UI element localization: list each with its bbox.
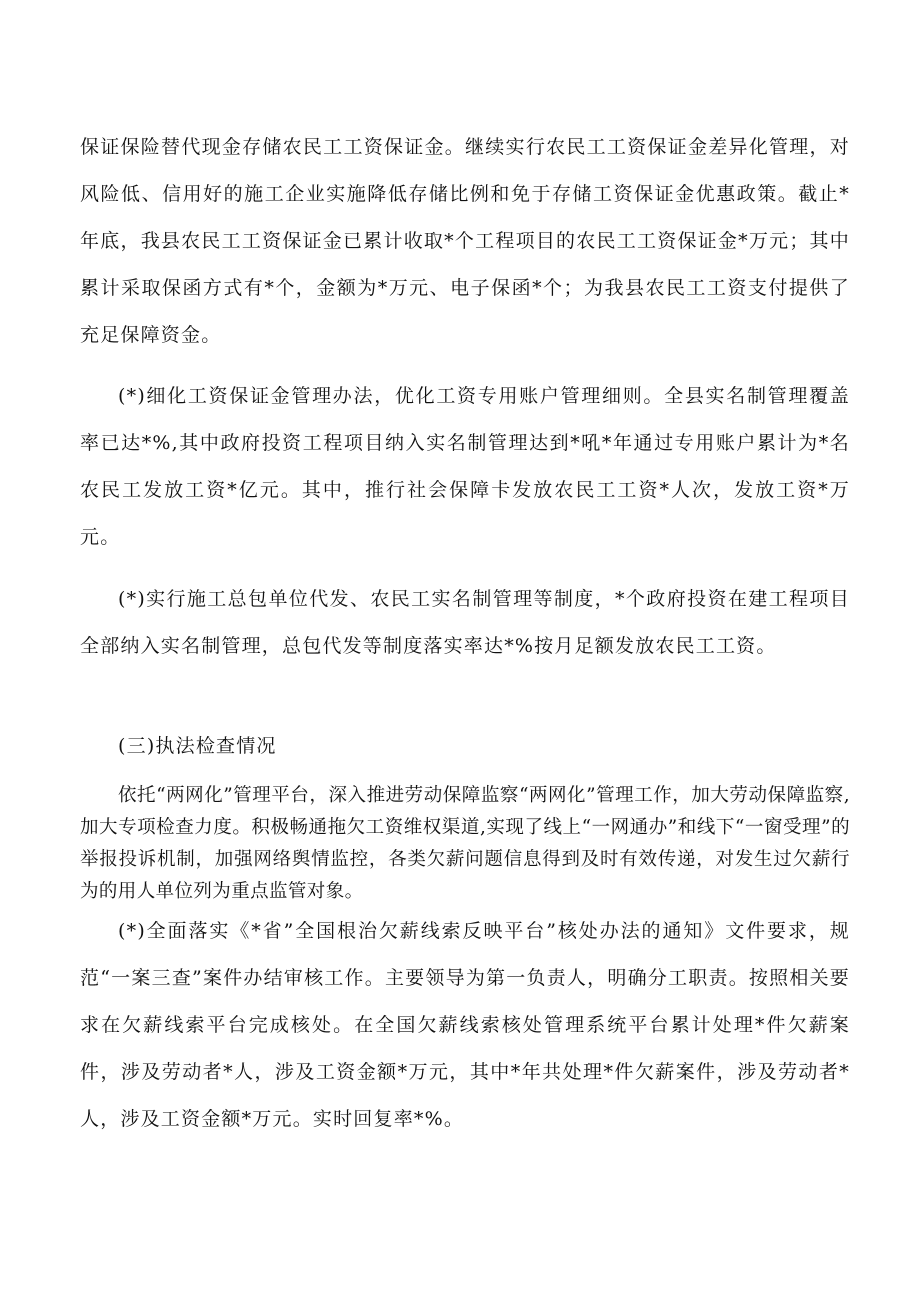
paragraph-general-contractor: (*)实行施工总包单位代发、农民工实名制管理等制度，*个政府投资在建工程项目全部纳入实名制管理，总包代发等制度落实率达*%按月足额发放农民工工资。 (80, 588, 850, 657)
paragraph-wage-management: (*)细化工资保证金管理办法，优化工资专用账户管理细则。全县实名制管理覆盖率已达*%,其中政府投资工程项目纳入实名制管理达到*吼*年通过专用账户累计为*名农民工发放工资*亿元。其中，推行社会保障卡发放农民工工资*人次，发放工资*万元。 (80, 385, 850, 548)
section-heading-enforcement: (三)执法检查情况 (118, 735, 277, 757)
paragraph-deposit-guarantee: 保证保险替代现金存储农民工工资保证金。继续实行农民工工资保证金差异化管理，对风险低、信用好的施工企业实施降低存储比例和免于存储工资保证金优惠政策。截止*年底，我县农民工工资保证金已累计收取*个工程项目的农民工工资保证金*万元；其中累计采取保函方式有*个，金额为*万元、电子保函*个；为我县农民工工资支付提供了充足保障资金。 (80, 136, 850, 346)
paragraph-wage-arrears-cases: (*)全面落实《*省”全国根治欠薪线索反映平台”核处办法的通知》文件要求，规范“一案三查”案件办结审核工作。主要领导为第一负责人，明确分工职责。按照相关要求在欠薪线索平台完成核处。在全国欠薪线索核处管理系统平台累计处理*件欠薪案件，涉及劳动者*人，涉及工资金额*万元，其中*年共处理*件欠薪案件，涉及劳动者*人，涉及工资金额*万元。实时回复率*%。 (80, 920, 850, 1130)
paragraph-two-network-platform: 依托“两网化”管理平台，深入推进劳动保障监察“两网化”管理工作，加大劳动保障监察,加大专项检查力度。积极畅通拖欠工资维权渠道,实现了线上“一网通办”和线下“一窗受理”的举报投诉机制，加强网络舆情监控，各类欠薪问题信息得到及时有效传递，对发生过欠薪行为的用人单位列为重点监管对象。 (80, 785, 850, 902)
